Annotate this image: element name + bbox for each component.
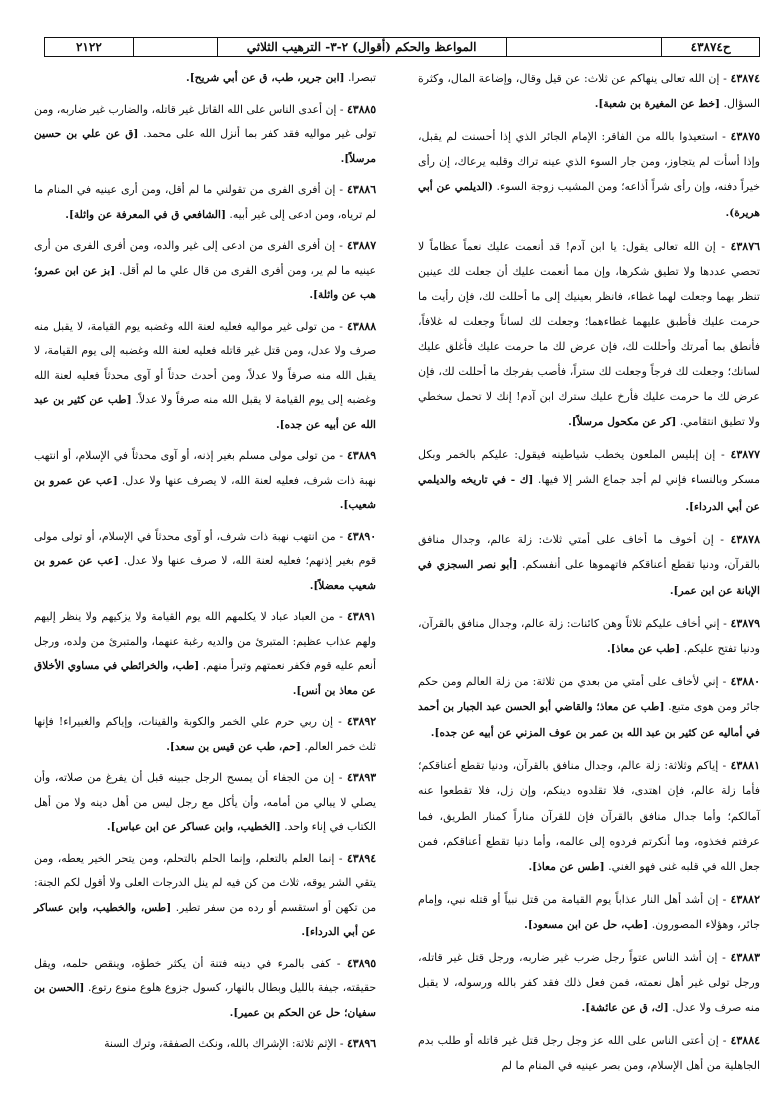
hadith-source: [ق عن علي بن حسين مرسلاً]. xyxy=(34,128,376,165)
hadith-text: إن أشد الناس عتواً رجل ضرب غير ضاربه، ورجل قتل غير قاتله، ورجل تولى غير أهل نعمته، فمن فعل ذلك فقد كفر بالله ورسوله، لا يقبل منه صرف ولا عدل. xyxy=(418,951,760,1015)
hadith-text: إن أعدى الناس على الله القاتل غير قاتله، والضارب غير ضاربه، ومن تولى غير مواليه فقد كفر بما أنزل الله على محمد. xyxy=(34,102,376,140)
hadith-text: إياكم وثلاثة: زلة عالم، وجدال منافق بالقرآن، ودنيا تقطع أعناقكم؛ فأما زلة عالم، فإن اهتدى، فلا تقلدوه دينكم، وإن زل، فلا تقطعوا عنه آمالكم؛ وأما جدال منافق بالقرآن فإن للقرآن مناراً كمنار الطريق، فما عرفتم فخذوه، وما أنكرتم فردوه إلى عالمه، وأما دنيا تقطع أعناقكم، فمن جعل الله في قلبه غنى فهو الغني. xyxy=(418,759,760,873)
hadith-text: من انتهب نهبة ذات شرف، أو آوى محدثاً في الإسلام، أو تولى مولى قوم بغير إذنهم؛ فعليه لعنة الله، لا صرف عنها ولا عدل. xyxy=(34,529,377,567)
page-header xyxy=(44,37,760,57)
left-column xyxy=(34,66,376,1064)
hadith-entry: ٤٣٨٨٩ - من تولى مولى مسلم بغير إذنه، أو آوى محدثاً في الإسلام، أو انتهب نهبة ذات شرف، فعليه لعنة الله، لا يصرف عنها ولا عدل. [عب عن عمرو بن شعيب]. xyxy=(34,449,377,511)
hadith-source: [ك - في تاريخه والديلمي عن أبي الدرداء]. xyxy=(418,474,760,513)
hadith-entry: ٤٣٨٨٤ - إن أعتى الناس على الله عز وجل رجل قتل غير قاتله أو طلب بدم الجاهلية من أهل الإسلام، ومن بصر عينيه في المنام ما لم xyxy=(418,1034,761,1073)
hadith-source: [خط عن المغيرة بن شعبة]. xyxy=(594,98,721,111)
hadith-number: ٤٣٨٩٥ xyxy=(347,956,376,970)
hadith-number: ٤٣٨٨٢ xyxy=(730,892,760,906)
hadith-number: ٤٣٨٩٦ xyxy=(347,1037,376,1050)
hadith-number: ٤٣٨٩٤ xyxy=(347,851,376,865)
page-number: ٢١٢٢ xyxy=(75,40,102,54)
hadith-text: إن أشد أهل النار عذاباً يوم القيامة من قتل نبياً أو قتله نبي، وإمام جائر، وهؤلاء المصورون. xyxy=(418,892,760,931)
hadith-text: استعيذوا بالله من الفاقر: الإمام الجائر الذي إذا أحسنت لم يقبل، وإذا أسأت لم يتجاوز، ومن جار السوء الذي عينه تراك وقلبه يرعاك، إن رأى خيراً دفنه، وإن رأى شراً أذاعه؛ ومن المشيب زوجة السوء. xyxy=(418,130,760,194)
hadith-text: من العباد عباد لا يكلمهم الله يوم القيامة ولا يزكيهم ولا ينظر إليهم ولهم عذاب عظيم: المتبرئ من والديه رغبة عنهما، والمتبرئ من ولده، ورجل أنعم عليه قوم فكفر نعمتهم وتبرأ منهم. xyxy=(34,610,376,672)
hadith-entry: ٤٣٨٨٧ - إن أفرى الفرى من ادعى إلى غير والده، ومن أفرى الفرى من أرى عينيه ما لم ير، ومن أفرى الفرى من قال علي ما لم أقل. [بز عن ابن عمرو؛ هب عن واثلة]. xyxy=(34,239,376,301)
hadith-text: تبصرا. xyxy=(347,71,376,84)
hadith-source: [طس عن معاذ]. xyxy=(528,860,605,873)
hadith-text: إني لأخاف على أمتي من بعدي من ثلاثة: من زلة العالم ومن حكم جائر ومن هوى متبع. xyxy=(418,675,760,714)
hadith-range-code: ح٤٣٨٧٤ xyxy=(661,38,759,56)
hadith-source: [ك، ق عن عائشة]. xyxy=(581,1002,669,1015)
hadith-text: إن من الجفاء أن يمسح الرجل جبينه قبل أن يفرغ من صلاته، وأن يصلي لا يبالي من أمامه، وأن يأكل مع رجل ليس من أهل دينه ولا من أهل الكتاب في إناء واحد. xyxy=(34,771,376,833)
hadith-entry: ٤٣٨٧٨ - إن أخوف ما أخاف على أمتي ثلاث: زلة عالم، وجدال منافق بالقرآن، ودنيا تقطع أعناقكم فاتهموها على أنفسكم. [أبو نصر السجزي في الإبانة عن ابن عمر]. xyxy=(418,532,760,597)
hadith-source: [طب، حل عن ابن مسعود]. xyxy=(524,918,649,931)
chapter-title: المواعظ والحكم (أقوال) ٢-٣- الترهيب الثلاثي xyxy=(217,38,506,56)
hadith-entry: ٤٣٨٩٤ - إنما العلم بالتعلم، وإنما الحلم بالتحلم، ومن يتحر الخير يعطه، ومن يتقي الشر يوقه، ثلاث من كن فيه لم ينل الدرجات العلى ولا أقول لكم الجنة: من تكهن أو استقسم أو رده من سفر تطير. [طس، والخطيب، وابن عساكر عن أبي الدرداء]. xyxy=(34,851,376,938)
hadith-number: ٤٣٨٨٤ xyxy=(730,1034,761,1048)
hadith-entry: ٤٣٨٨٥ - إن أعدى الناس على الله القاتل غير قاتله، والضارب غير ضاربه، ومن تولى غير مواليه فقد كفر بما أنزل الله على محمد. [ق عن علي بن حسين مرسلاً]. xyxy=(34,102,376,165)
hadith-source: [حم، طب عن قيس بن سعد]. xyxy=(166,740,301,753)
hadith-source: [الشافعي ق في المعرفة عن واثلة]. xyxy=(65,208,226,221)
hadith-text: إن الله تعالى يقول: يا ابن آدم! قد أنعمت عليك نعماً عظاماً لا تحصي عددها ولا تطيق شكرها، وإن مما أنعمت عليك أن جعلت لك عينين تنظر بهما وجعلت لهما غطاء، فانظر بعينيك إلى ما أحللت لك، فإن رأيت ما حرمت عليك فأطبق عليهما غطاءهما؛ وجعلت لك لساناً وجعلت له غلافاً، فأنطق بما أمرتك وأحللت لك، فإن عرض لك ما حرمت عليك فأغلق عليك لسانك؛ وجعلت لك فرجاً وجعلت لك ستراً، فأصب بفرجك ما أحللت لك، فإن عرض لك ما حرمت عليك فأرخ عليك سترك ابن آدم! إنك لا تحمل سخطي ولا تطيق انتقامي. xyxy=(418,239,760,429)
hadith-number: ٤٣٨٩٢ xyxy=(347,715,376,728)
hadith-text: إن أعتى الناس على الله عز وجل رجل قتل غير قاتله أو طلب بدم الجاهلية من أهل الإسلام، ومن بصر عينيه في المنام ما لم xyxy=(418,1034,760,1073)
hadith-entry: ٤٣٨٧٦ - إن الله تعالى يقول: يا ابن آدم! قد أنعمت عليك نعماً عظاماً لا تحصي عددها ولا تطيق شكرها، وإن مما أنعمت عليك أن جعلت لك عينين تنظر بهما وجعلت لهما غطاء، فانظر بعينيك إلى ما أحللت لك، فإن رأيت ما حرمت عليك فأطبق عليهما غطاءهما؛ وجعلت لك لساناً وجعلت له غلافاً، فأنطق بما أمرتك وأحللت لك، فإن عرض لك ما حرمت عليك فأغلق عليك لسانك؛ وجعلت لك فرجاً وجعلت لك ستراً، فأصب بفرجك ما أحللت لك، فإن عرض لك ما حرمت عليك فأرخ عليك سترك ابن آدم! إنك لا تحمل سخطي ولا تطيق انتقامي. [كر عن مكحول مرسلاً]. xyxy=(418,239,761,429)
hadith-text: إن أفرى الفرى من تقولني ما لم أقل، ومن أرى عينيه في المنام ما لم ترياه، ومن ادعى إلى غير أبيه. xyxy=(34,183,376,221)
hadith-number: ٤٣٨٨١ xyxy=(730,759,760,773)
right-column xyxy=(418,66,760,1085)
hadith-number: ٤٣٨٨٨ xyxy=(347,319,377,333)
hadith-entry: ٤٣٨٩٠ - من انتهب نهبة ذات شرف، أو آوى محدثاً في الإسلام، أو تولى مولى قوم بغير إذنهم؛ فعليه لعنة الله، لا صرف عنها ولا عدل. [عب عن عمرو بن شعيب معضلاً]. xyxy=(34,529,377,592)
hadith-number: ٤٣٨٩٠ xyxy=(347,529,376,543)
hadith-entry: ٤٣٨٨٦ - إن أفرى الفرى من تقولني ما لم أقل، ومن أرى عينيه في المنام ما لم ترياه، ومن ادعى إلى غير أبيه. [الشافعي ق في المعرفة عن واثلة]. xyxy=(34,183,377,221)
hadith-entry: ٤٣٨٩٥ - كفى بالمرء في دينه فتنة أن يكثر خطؤه، وينقص حلمه، ويقل حقيقته، جيفة بالليل وبطال بالنهار، كسول جزوع هلوع منوع رتوع. [الحسن بن سفيان؛ حل عن الحكم بن عمير]. xyxy=(34,956,376,1019)
hadith-entry: ٤٣٨٨٢ - إن أشد أهل النار عذاباً يوم القيامة من قتل نبياً أو قتله نبي، وإمام جائر، وهؤلاء المصورون. [طب، حل عن ابن مسعود]. xyxy=(418,892,760,931)
hadith-text: إن ربي حرم علي الخمر والكوبة والقينات، وإياكم والغبيراء! فإنها ثلث خمر العالم. xyxy=(34,715,376,753)
hadith-source: [بز عن ابن عمرو؛ هب عن واثلة]. xyxy=(34,264,376,301)
hadith-number: ٤٣٨٧٩ xyxy=(730,616,760,630)
hadith-source: [طس، والخطيب، وابن عساكر عن أبي الدرداء]. xyxy=(34,901,376,938)
hadith-number: ٤٣٨٧٤ xyxy=(730,72,760,85)
hadith-source: [كر عن مكحول مرسلاً]. xyxy=(568,416,677,429)
hadith-text: كفى بالمرء في دينه فتنة أن يكثر خطؤه، وينقص حلمه، ويقل حقيقته، جيفة بالليل وبطال بالنهار، كسول جزوع هلوع منوع رتوع. xyxy=(34,956,376,994)
hadith-text: من تولى مولى مسلم بغير إذنه، أو آوى محدثاً في الإسلام، أو انتهب نهبة ذات شرف، فعليه لعنة الله، لا يصرف عنها ولا عدل. xyxy=(34,449,377,487)
hadith-entry: ٤٣٨٧٤ - إن الله تعالى ينهاكم عن ثلاث: عن قيل وقال، وإضاعة المال، وكثرة السؤال. [خط عن المغيرة بن شعبة]. xyxy=(418,72,760,111)
header-spacer xyxy=(506,38,662,56)
hadith-source: [طب عن كثير بن عبد الله عن أبيه عن جده]. xyxy=(34,394,376,431)
hadith-text: إن أفرى الفرى من ادعى إلى غير والده، ومن أفرى الفرى من أرى عينيه ما لم ير، ومن أفرى الفرى من قال علي ما لم أقل. xyxy=(34,239,376,277)
hadith-number: ٤٣٨٩١ xyxy=(347,610,376,623)
hadith-source: [الخطيب، وابن عساكر عن ابن عباس]. xyxy=(106,821,281,833)
hadith-number: ٤٣٨٧٥ xyxy=(730,130,761,144)
hadith-source: [طب، والخرائطي في مساوي الأخلاق عن معاذ بن أنس]. xyxy=(34,660,376,697)
hadith-text: الإثم ثلاثة: الإشراك بالله، ونكث الصفقة، وترك السنة xyxy=(104,1037,337,1050)
hadith-entry: ٤٣٨٨٨ - من تولى غير مواليه فعليه لعنة الله وغضبه يوم القيامة، لا يقبل منه صرف ولا عدل، ومن قتل غير قاتله فعليه لعنة الله وغضبه إلى يوم القيامة، لا يقبل الله منه صرفاً ولا عدلاً، ومن أحدث حدثاً أو آوى محدثاً فعليه لعنة الله وغضبه إلى يوم القيامة لا يقبل الله منه صرفاً ولا عدلاً. [طب عن كثير بن عبد الله عن أبيه عن جده]. xyxy=(34,319,377,431)
hadith-number: ٤٣٨٨٠ xyxy=(730,675,761,689)
header-spacer xyxy=(133,38,217,56)
hadith-text: إن إبليس الملعون يخطب شياطينه فيقول: عليكم بالخمر وبكل مسكر وبالنساء فإني لم أجد جماع الشر إلا فيها. xyxy=(418,448,760,487)
hadith-entry: ٤٣٨٨٠ - إني لأخاف على أمتي من بعدي من ثلاثة: من زلة العالم ومن حكم جائر ومن هوى متبع. [طب عن معاذ؛ والقاضي أبو الحسن عبد الجبار بن أحمد في أماليه عن كثير بن عبد الله بن عمر بن عوف المزني عن أبيه عن جده]. xyxy=(418,675,761,740)
hadith-number: ٤٣٨٨٧ xyxy=(347,239,376,252)
hadith-entry xyxy=(34,66,376,91)
hadith-text: من تولى غير مواليه فعليه لعنة الله وغضبه يوم القيامة، لا يقبل منه صرف ولا عدل، ومن قتل غير قاتله فعليه لعنة الله وغضبه إلى يوم القيامة، لا يقبل الله منه صرفاً ولا عدلاً، ومن أحدث حدثاً أو آوى محدثاً فعليه لعنة الله وغضبه إلى يوم القيامة لا يقبل الله منه صرفاً ولا عدلاً. xyxy=(34,319,376,406)
hadith-entry: ٤٣٨٩٦ - الإثم ثلاثة: الإشراك بالله، ونكث الصفقة، وترك السنة xyxy=(104,1037,376,1050)
hadith-source: [طب عن معاذ]. xyxy=(607,642,681,655)
hadith-entry: ٤٣٨٩١ - من العباد عباد لا يكلمهم الله يوم القيامة ولا يزكيهم ولا ينظر إليهم ولهم عذاب عظيم: المتبرئ من والديه رغبة عنهما، والمتبرئ من ولده، ورجل أنعم عليه قوم فكفر نعمتهم وتبرأ منهم. [طب، والخرائطي في مساوي الأخلاق عن معاذ بن أنس]. xyxy=(34,610,376,697)
hadith-text: إن الله تعالى ينهاكم عن ثلاث: عن قيل وقال، وإضاعة المال، وكثرة السؤال. xyxy=(418,72,760,111)
hadith-number: ٤٣٨٨٦ xyxy=(347,183,377,196)
hadith-entry: ٤٣٨٧٧ - إن إبليس الملعون يخطب شياطينه فيقول: عليكم بالخمر وبكل مسكر وبالنساء فإني لم أجد جماع الشر إلا فيها. [ك - في تاريخه والديلمي عن أبي الدرداء]. xyxy=(418,448,760,513)
hadith-source: (الديلمي عن أبي هريرة). xyxy=(418,181,760,220)
hadith-text: إن أخوف ما أخاف على أمتي ثلاث: زلة عالم، وجدال منافق بالقرآن، ودنيا تقطع أعناقكم فاتهموها على أنفسكم. xyxy=(418,532,760,571)
hadith-source: [عب عن عمرو بن شعيب معضلاً]. xyxy=(34,555,376,592)
hadith-number: ٤٣٨٧٨ xyxy=(730,532,760,546)
hadith-number: ٤٣٨٩٣ xyxy=(347,771,376,784)
hadith-entry: ٤٣٨٩٢ - إن ربي حرم علي الخمر والكوبة والقينات، وإياكم والغبيراء! فإنها ثلث خمر العالم. [حم، طب عن قيس بن سعد]. xyxy=(34,715,376,753)
hadith-source: [الحسن بن سفيان؛ حل عن الحكم بن عمير]. xyxy=(34,982,376,1019)
hadith-number: ٤٣٨٧٦ xyxy=(730,239,761,253)
hadith-source: [أبو نصر السجزي في الإبانة عن ابن عمر]. xyxy=(418,558,760,597)
hadith-entry: ٤٣٨٧٥ - استعيذوا بالله من الفاقر: الإمام الجائر الذي إذا أحسنت لم يقبل، وإذا أسأت لم يتجاوز، ومن جار السوء الذي عينه تراك وقلبه يرعاك، إن رأى خيراً دفنه، وإن رأى شراً أذاعه؛ ومن المشيب زوجة السوء. (الديلمي عن أبي هريرة). xyxy=(418,130,761,220)
hadith-number: ٤٣٨٧٧ xyxy=(730,448,760,462)
hadith-text: إني أخاف عليكم ثلاثاً وهن كائنات: زلة عالم، وجدال منافق بالقرآن، ودنيا تفتح عليكم. xyxy=(418,616,760,655)
hadith-source: [طب عن معاذ؛ والقاضي أبو الحسن عبد الجبار بن أحمد في أماليه عن كثير بن عبد الله بن عمر بن عوف المزني عن أبيه عن جده]. xyxy=(418,701,760,740)
hadith-source: [عب عن عمرو بن شعيب]. xyxy=(34,474,376,511)
hadith-entry: ٤٣٨٨٣ - إن أشد الناس عتواً رجل ضرب غير ضاربه، ورجل قتل غير قاتله، ورجل تولى غير أهل نعمته، فمن فعل ذلك فقد كفر بالله ورسوله، لا يقبل منه صرف ولا عدل. [ك، ق عن عائشة]. xyxy=(418,951,760,1015)
hadith-entry: ٤٣٨٩٣ - إن من الجفاء أن يمسح الرجل جبينه قبل أن يفرغ من صلاته، وأن يصلي لا يبالي من أمامه، وأن يأكل مع رجل ليس من أهل دينه ولا من أهل الكتاب في إناء واحد. [الخطيب، وابن عساكر عن ابن عباس]. xyxy=(34,771,376,833)
hadith-entry: ٤٣٨٨١ - إياكم وثلاثة: زلة عالم، وجدال منافق بالقرآن، ودنيا تقطع أعناقكم؛ فأما زلة عالم، فإن اهتدى، فلا تقلدوه دينكم، وإن زل، فلا تقطعوا عنه آمالكم؛ وأما جدال منافق بالقرآن فإن للقرآن مناراً كمنار الطريق، فما عرفتم فخذوه، وما أنكرتم فردوه إلى عالمه، وأما دنيا تقطع أعناقكم، فمن جعل الله في قلبه غنى فهو الغني. [طس عن معاذ]. xyxy=(418,759,760,873)
hadith-number: ٤٣٨٨٣ xyxy=(730,951,760,964)
hadith-number: ٤٣٨٨٩ xyxy=(347,449,376,462)
hadith-source: [ابن جرير، طب، ق عن أبي شريح]. xyxy=(186,72,345,84)
hadith-number: ٤٣٨٨٥ xyxy=(347,102,376,116)
hadith-entry: ٤٣٨٧٩ - إني أخاف عليكم ثلاثاً وهن كائنات: زلة عالم، وجدال منافق بالقرآن، ودنيا تفتح عليكم. [طب عن معاذ]. xyxy=(418,616,760,655)
hadith-text: إنما العلم بالتعلم، وإنما الحلم بالتحلم، ومن يتحر الخير يعطه، ومن يتقي الشر يوقه، ثلاث من كن فيه لم ينل الدرجات العلى ولا أقول لكم الجنة: من تكهن أو استقسم أو رده من سفر تطير. xyxy=(34,851,376,914)
